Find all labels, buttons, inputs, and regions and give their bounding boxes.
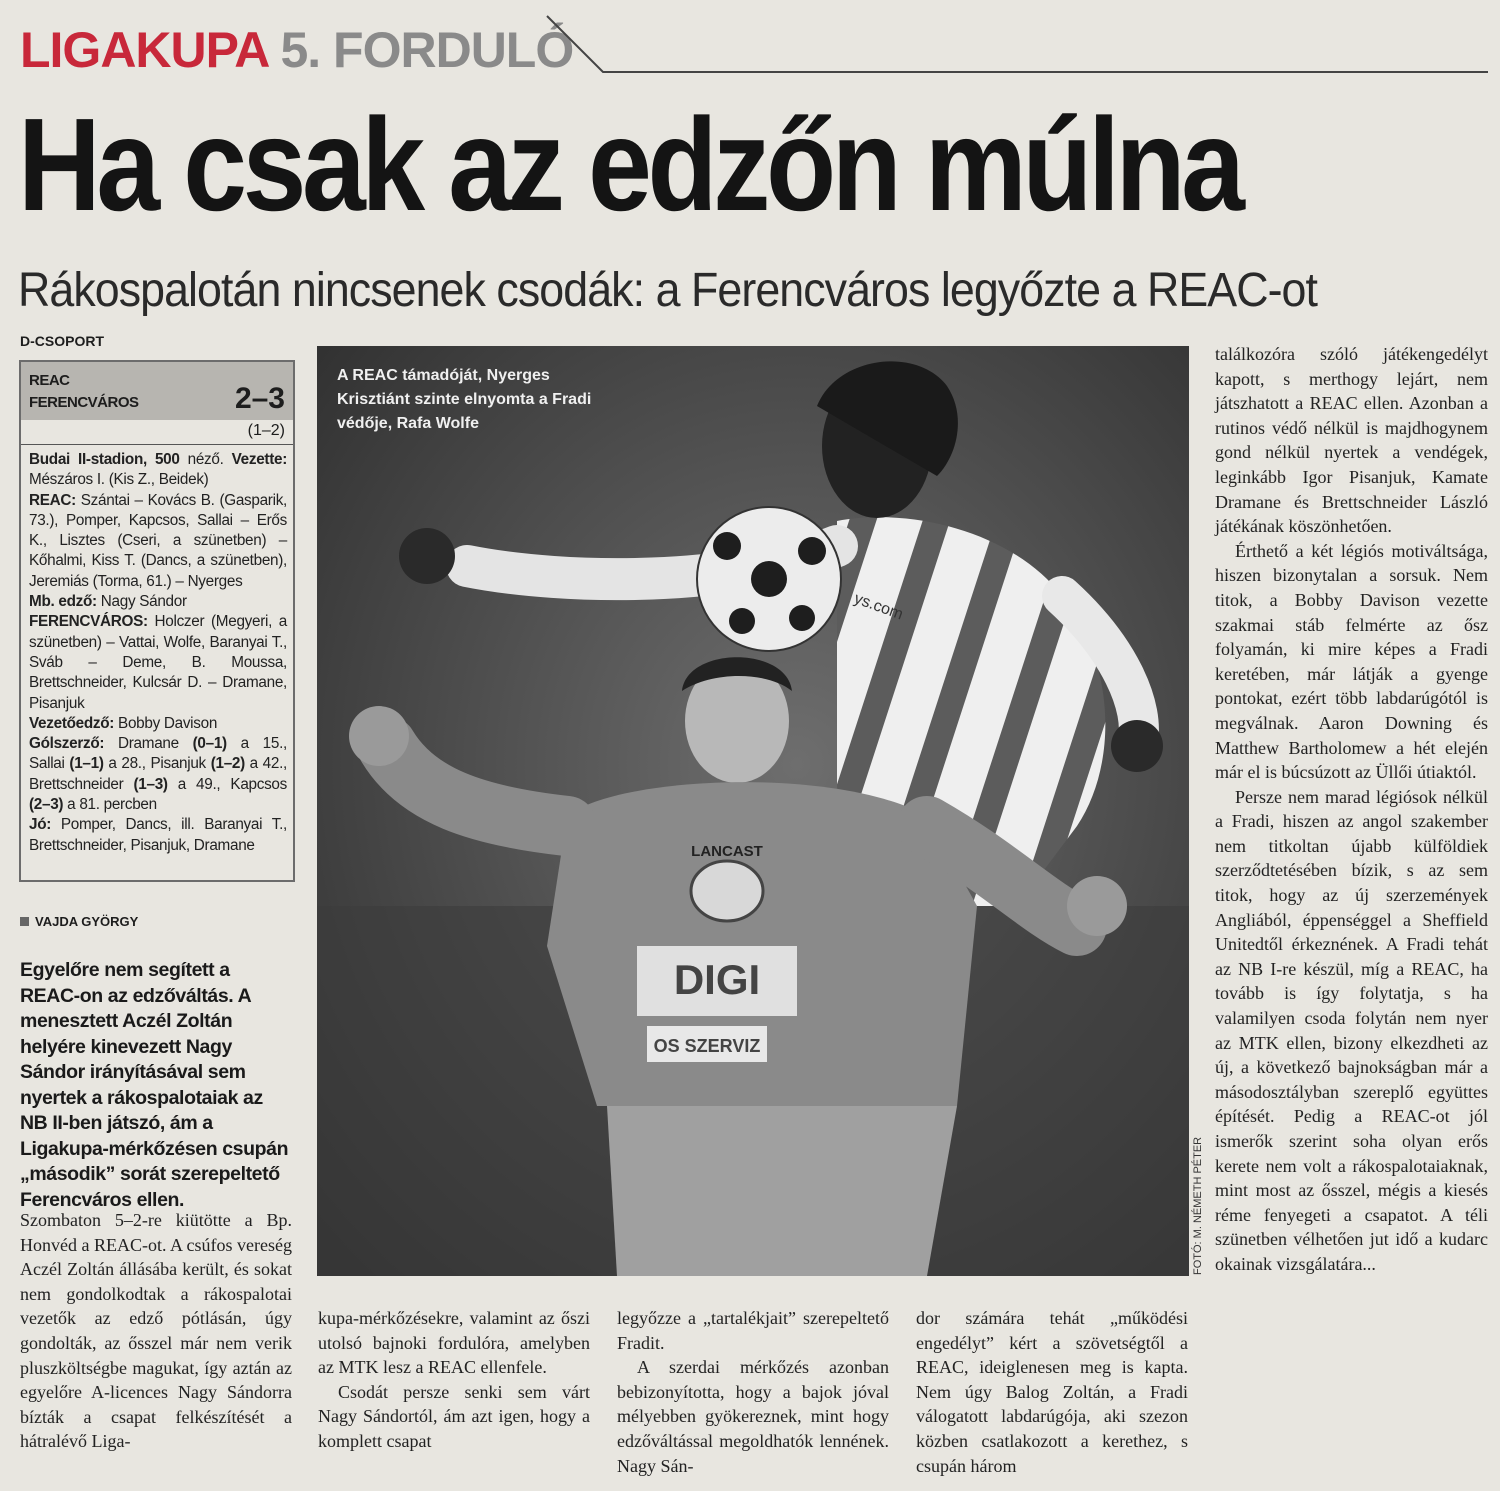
score-divider [21, 444, 293, 445]
scorers-text: a 28., Pisanjuk [103, 755, 211, 773]
body-column-5 [1215, 342, 1488, 1277]
reac-lineup: Szántai – Kovács B. (Gasparik, 73.), Pomper, Kapcsos, Sallai – Erős K., Lisztes (Cseri, a szünetben) – Kőhalmi, Kiss T. (Dancs, a szünetben), Jeremiás (Torma, 61.) – Nyerges [29, 491, 287, 590]
body-column-2 [318, 1306, 590, 1454]
half-time-score: (1–2) [247, 422, 285, 439]
score-header [21, 362, 293, 420]
paragraph: Érthető a két légiós motiváltsága, hiszen bizonytalan a sorsuk. Nem titok, a Bobby Davison vezette szakmai stáb felmérte az ősz folyamán, ki mire képes a Fradi keretében, már látják a gyenge pontokat, ezért több labdarúgótól is megválnak. Aaron Downing és Matthew Bartholomew a hét elején már el is búcsúzott az Üllői útiaktól. [1215, 540, 1488, 783]
goal-score: (1–2) [210, 755, 245, 773]
fradi-lineup: Holczer (Megyeri, a szünetben) – Vattai, Wolfe, Baranyai T., Sváb – Deme, B. Moussa, Brettschneider, Kulcsár D. – Dramane, Pisanjuk [29, 613, 287, 712]
match-details [29, 450, 287, 856]
scorers-label: Gólszerző: [29, 735, 105, 753]
body-column-3 [617, 1306, 889, 1478]
paragraph: Szombaton 5–2-re kiütötte a Bp. Honvéd a REAC-ot. A csúfos vereség Aczél Zoltán állásába került, és sokat nem gondolkodtak a rákospalotai vezetők az edző pótlásán, úgy gondolták, az ősszel már nem verik pluszköltségbe magukat, így aztán az egyelőre A-licences Nagy Sándorra bízták a csapat felkészítését a hátralévő Liga- [20, 1210, 292, 1452]
match-photo [317, 346, 1189, 1276]
reac-lineup-label: REAC: [29, 491, 76, 509]
paragraph: Csodát persze senki sem várt Nagy Sándortól, ám azt igen, hogy a komplett csapat [318, 1381, 590, 1451]
headline: Ha csak az edzőn múlna [18, 91, 1241, 238]
match-info-box [19, 360, 295, 882]
group-label: D-CSOPORT [20, 333, 104, 349]
final-score: 2–3 [234, 382, 285, 415]
paragraph: Persze nem marad légiósok nélkül a Fradi, hiszen az angol szakember nem titkoltan újabb külföldiek szerződtetésében bízik, s az sem titok, hogy az új szerzemények Angliából, éppenséggel a Sheffield Unitedtől érkeznének. A Fradi tehát az NB I-re készül, míg a REAC, ha tovább is így folytatja, s ha valamilyen csoda folytán nem nyer az MTK ellen, bizony elkezdheti az új, a következő bajnokságban már a másodosztályban szereplő együttes építését. Pedig a REAC-ot jól ismerők szerint soha olyan erős kerete nem volt a rákospalotaiaknak, mint most az ősszel, mégis a kiesés réme fenyegeti a csapatot. A téli szünetben vélhetően jut idő a kudarc okainak vizsgálatára... [1215, 786, 1488, 1274]
shirt-brand: LANCAST [691, 843, 763, 860]
fradi-coach: Bobby Davison [114, 714, 218, 732]
kicker-round: 5. FORDULÓ [280, 22, 574, 78]
paragraph: A szerdai mérkőzés azonban bebizonyította, hogy a bajok jóval mélyebben gyökereznek, mint hogy edzőváltással megoldhatók lennének. Nagy Sán- [617, 1357, 889, 1476]
scorers-text: a 42., Brettschneider [29, 755, 287, 793]
paragraph: dor számára tehát „működési engedélyt” kért a szövetségtől a REAC, ideiglenesen meg is kapta. Nem úgy Balog Zoltán, a Fradi válogatott labdarúgója, aki szezon közben csatlakozott a kerethez, s csupán három [916, 1308, 1188, 1476]
square-bullet-icon [20, 917, 29, 926]
referee-text: Mészáros I. (Kis Z., Beidek) [29, 471, 209, 489]
goal-score: (1–3) [133, 775, 168, 793]
scorers-text: a 81. percben [63, 796, 157, 814]
best-players: Pomper, Dancs, ill. Baranyai T., Brettschneider, Pisanjuk, Dramane [29, 816, 287, 854]
reac-coach-label: Mb. edző: [29, 593, 97, 611]
scorers-text: a 49., Kapcsos [167, 775, 287, 793]
goal-score: (1–1) [69, 755, 104, 773]
kicker-section: LIGAKUPA [20, 22, 268, 78]
scorers-text: Dramane [104, 735, 193, 753]
lead-paragraph: Egyelőre nem segített a REAC-on az edzőváltás. A menesztett Aczél Zoltán helyére kinevezett Nagy Sándor irányításával sem nyertek a rákospalotaiak az NB II-ben játszó, ám a Ligakupa-mérkőzésen csupán „második” sorát szerepeltető Ferencváros ellen. [20, 959, 289, 1211]
photo-credit [1192, 1135, 1210, 1280]
subheadline: Rákospalotán nincsenek csodák: a Ferencváros legyőzte a REAC-ot [18, 264, 1317, 317]
shirt-text: OS SZERVIZ [653, 1036, 761, 1056]
section-kicker [20, 22, 573, 78]
body-column-1 [20, 1208, 292, 1454]
body-column-4 [916, 1306, 1188, 1478]
photo-caption: A REAC támadóját, Nyerges Krisztiánt szinte elnyomta a Fradi védője, Rafa Wolfe [337, 367, 592, 432]
goal-score: (0–1) [192, 735, 227, 753]
goal-score: (2–3) [29, 796, 64, 814]
byline [20, 914, 138, 929]
venue-label: Budai II-stadion, 500 [29, 451, 180, 468]
away-team: FERENCVÁROS [29, 394, 139, 411]
paragraph: találkozóra szóló játékengedélyt kapott, s merthogy lejárt, nem játszhatott a REAC ellen. Azonban a rutinos védő nélkül is majdhogynem gond nélkül nyertek a vendégek, leginkább Igor Pisanjuk, Kamate Dramane és Brettschneider László játékának köszönhetően. [1215, 344, 1488, 537]
home-team: REAC [29, 372, 70, 389]
best-players-label: Jó: [29, 816, 52, 834]
fradi-lineup-label: FERENCVÁROS: [29, 613, 148, 631]
referee-label: Vezette: [231, 451, 288, 468]
reac-coach: Nagy Sándor [96, 593, 187, 611]
photo-illustration [317, 346, 1189, 1276]
venue-text: néző. [179, 451, 232, 468]
paragraph: legyőzze a „tartalékjait” szerepeltető Fradit. [617, 1308, 889, 1353]
author-name: VAJDA GYÖRGY [35, 914, 139, 929]
jersey-text: ys.com [851, 590, 906, 624]
shirt-sponsor: DIGI [673, 956, 761, 1003]
scorers-text: a 15., Sallai [29, 735, 287, 773]
kicker-divider [545, 14, 1490, 76]
paragraph: kupa-mérkőzésekre, valamint az őszi utolsó bajnoki fordulóra, amelyben az MTK lesz a REAC ellenfele. [318, 1308, 590, 1378]
fradi-coach-label: Vezetőedző: [29, 714, 115, 732]
photo-credit-text: FOTÓ: M. NÉMETH PÉTER [1192, 1136, 1204, 1275]
